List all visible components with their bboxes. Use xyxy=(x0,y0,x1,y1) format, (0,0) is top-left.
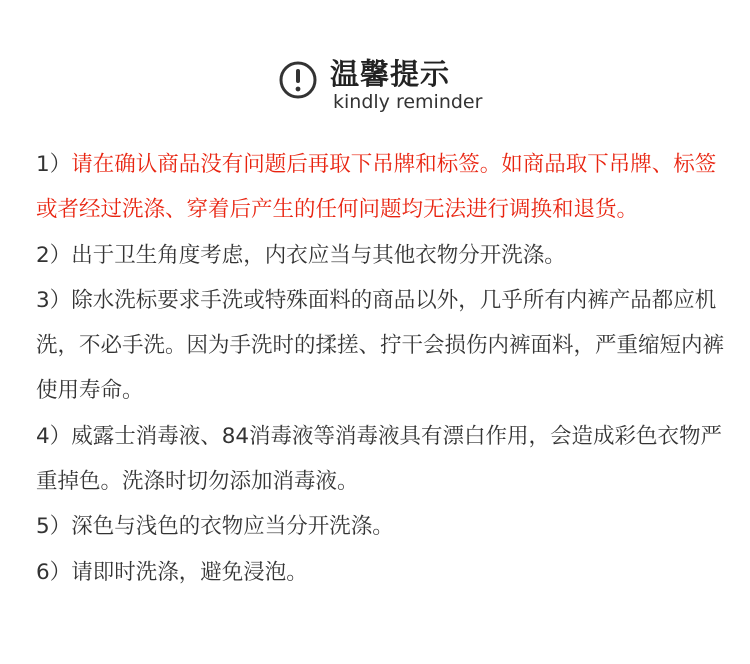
notice-list xyxy=(36,142,726,595)
notice-item-5 xyxy=(36,504,726,549)
notice-item-6 xyxy=(36,550,726,595)
notice-item-4 xyxy=(36,414,726,505)
notice-item-2 xyxy=(36,233,726,278)
notice-text: 深色与浅色的衣物应当分开洗涤。 xyxy=(71,514,394,540)
notice-text-warning: 请在确认商品没有问题后再取下吊牌和标签。如商品取下吊牌、标签或者经过洗涤、穿着后产生的任何问题均无法进行调换和退货。 xyxy=(36,152,717,223)
notice-text: 出于卫生角度考虑，内衣应当与其他衣物分开洗涤。 xyxy=(71,242,566,268)
notice-number: 6） xyxy=(36,559,72,585)
page-title: 温馨提示 xyxy=(330,57,451,91)
notice-number: 3） xyxy=(36,287,72,313)
notice-text: 除水洗标要求手洗或特殊面料的商品以外，几乎所有内裤产品都应机洗，不必手洗。因为手洗时的揉搓、拧干会损伤内裤面料，严重缩短内裤使用寿命。 xyxy=(36,287,725,404)
reminder-header xyxy=(0,50,750,120)
notice-item-3 xyxy=(36,278,726,414)
exclamation-circle-icon xyxy=(278,60,318,100)
notice-number: 1） xyxy=(36,152,72,177)
page-subtitle: kindly reminder xyxy=(333,91,483,113)
notice-number: 5） xyxy=(36,514,72,540)
notice-number: 4） xyxy=(36,423,72,449)
notice-number: 2） xyxy=(36,242,72,268)
notice-item-1 xyxy=(36,142,726,233)
notice-text: 威露士消毒液、84消毒液等消毒液具有漂白作用，会造成彩色衣物严重掉色。洗涤时切勿添加消毒液。 xyxy=(36,423,723,495)
notice-text: 请即时洗涤，避免浸泡。 xyxy=(71,559,308,585)
